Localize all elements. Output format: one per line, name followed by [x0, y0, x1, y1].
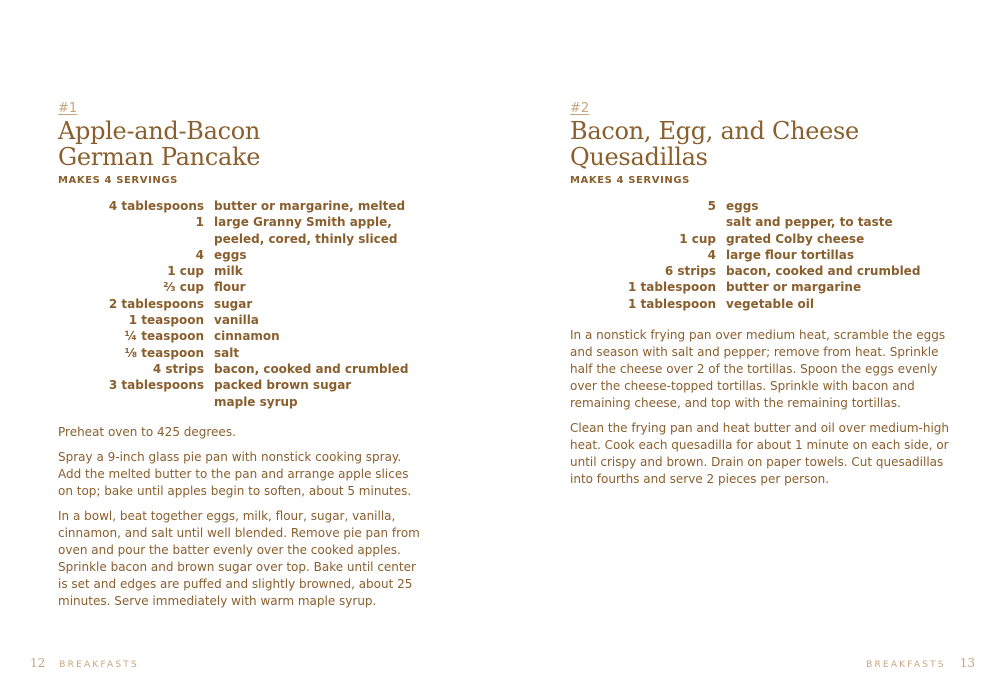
ingredient-item: eggs — [214, 247, 247, 262]
ingredient-item: grated Colby cheese — [726, 231, 865, 246]
ingredient-qty: 1 tablespoon — [628, 296, 716, 311]
ingredient-row — [58, 345, 408, 361]
recipe-title-line1: Bacon, Egg, and Cheese — [570, 117, 859, 145]
servings: MAKES 4 SERVINGS — [58, 175, 178, 186]
recipe-title — [58, 118, 420, 170]
ingredient-qty: 1 teaspoon — [128, 313, 204, 328]
ingredient-qty: 4 tablespoons — [108, 199, 204, 213]
ingredient-qty: ⅔ cup — [163, 280, 204, 295]
ingredient-row — [570, 247, 920, 263]
ingredient-item: butter or margarine — [726, 280, 862, 295]
ingredient-row — [58, 377, 408, 393]
page-footer — [866, 656, 975, 670]
ingredient-qty: 4 — [195, 247, 204, 262]
ingredient-row — [58, 361, 408, 377]
recipe-title-line1: Apple-and-Bacon — [58, 117, 261, 145]
instructions — [570, 327, 950, 488]
recipe-number: #2 — [570, 101, 590, 116]
ingredient-row — [570, 263, 920, 279]
ingredient-qty: ⅛ teaspoon — [124, 345, 204, 360]
ingredient-row — [58, 198, 408, 214]
ingredient-qty: 4 strips — [152, 361, 204, 376]
page-number: 12 — [30, 656, 46, 670]
ingredient-row — [58, 394, 408, 410]
instruction-paragraph: Preheat oven to 425 degrees. — [58, 424, 236, 439]
ingredient-item: milk — [214, 264, 243, 279]
right-page — [500, 0, 1000, 691]
instruction-paragraph: Clean the frying pan and heat butter and oil over medium-high heat. Cook each quesadilla for about 1 minute on each side, or until crispy and brown. Drain on paper towels. Cut quesadillas into fourths and serve 2 pieces per person. — [570, 421, 950, 487]
ingredient-row — [58, 247, 408, 263]
ingredient-qty — [570, 214, 726, 230]
ingredient-row — [570, 198, 920, 214]
servings: MAKES 4 SERVINGS — [570, 175, 690, 186]
ingredient-qty: 6 strips — [664, 264, 716, 279]
ingredient-item: salt and pepper, to taste — [726, 215, 893, 230]
recipe-title-line2: Quesadillas — [570, 143, 708, 171]
ingredients-table — [58, 198, 408, 410]
instruction-paragraph: In a nonstick frying pan over medium heat, scramble the eggs and season with salt and pepper; remove from heat. Sprinkle half the cheese over 2 of the tortillas. Spoon the eggs evenly over the cheese-topped tortillas. Sprinkle with bacon and remaining cheese, and top with the remaining tortillas. — [570, 328, 946, 411]
ingredient-qty: 4 — [707, 247, 716, 262]
ingredient-item: sugar — [214, 296, 253, 311]
ingredient-qty: 5 — [707, 199, 716, 213]
ingredients-table — [570, 198, 920, 312]
section-label: BREAKFASTS — [866, 660, 946, 670]
recipe-title-line2: German Pancake — [58, 143, 261, 171]
ingredient-qty: 3 tablespoons — [108, 378, 204, 393]
recipe-apple-bacon-pancake — [58, 101, 420, 618]
ingredient-qty: 1 cup — [679, 231, 716, 246]
section-label: BREAKFASTS — [59, 660, 139, 670]
ingredient-row — [58, 279, 408, 295]
ingredient-item: salt — [214, 345, 240, 360]
ingredient-item: bacon, cooked and crumbled — [214, 361, 409, 376]
instruction-paragraph: In a bowl, beat together eggs, milk, flour, sugar, vanilla, cinnamon, and salt until well blended. Remove pie pan from oven and pour the batter evenly over the cooked apples. Sprinkle bacon and brown sugar over top. Bake until center is set and edges are puffed and slightly browned, about 25 minutes. Serve immediately with warm maple syrup. — [58, 508, 420, 608]
ingredient-item: vanilla — [214, 313, 259, 328]
ingredient-qty: 1 — [195, 215, 204, 230]
ingredient-row — [58, 328, 408, 344]
ingredient-item: bacon, cooked and crumbled — [726, 264, 921, 279]
ingredient-row — [570, 279, 920, 295]
page-number: 13 — [959, 656, 975, 670]
ingredient-row — [58, 296, 408, 312]
recipe-title — [570, 118, 950, 170]
ingredient-row — [570, 214, 920, 230]
ingredient-row — [570, 296, 920, 312]
ingredient-row — [570, 231, 920, 247]
instruction-paragraph: Spray a 9-inch glass pie pan with nonstick cooking spray. Add the melted butter to the pan and arrange apple slices on top; bake until apples begin to soften, about 5 minutes. — [58, 449, 412, 498]
ingredient-qty: 1 tablespoon — [628, 280, 716, 295]
ingredient-qty: ¼ teaspoon — [124, 329, 204, 344]
recipe-bacon-egg-cheese-quesadillas — [570, 101, 950, 496]
page-footer — [30, 656, 139, 670]
ingredient-qty: 2 tablespoons — [108, 296, 204, 311]
recipe-number: #1 — [58, 101, 78, 116]
ingredient-qty: 1 cup — [167, 264, 204, 279]
ingredient-item: maple syrup — [214, 394, 298, 409]
ingredient-item: large Granny Smith apple, peeled, cored, thinly sliced — [214, 215, 398, 246]
ingredient-row — [58, 312, 408, 328]
ingredient-row — [58, 214, 408, 247]
ingredient-item: large flour tortillas — [726, 247, 855, 262]
ingredient-item: butter or margarine, melted — [214, 199, 406, 213]
ingredient-item: packed brown sugar — [214, 378, 352, 393]
ingredient-qty — [58, 394, 214, 410]
ingredient-item: eggs — [726, 199, 759, 213]
ingredient-item: flour — [214, 280, 246, 295]
ingredient-row — [58, 263, 408, 279]
ingredient-item: vegetable oil — [726, 296, 815, 311]
ingredient-item: cinnamon — [214, 329, 280, 344]
instructions — [58, 424, 420, 610]
